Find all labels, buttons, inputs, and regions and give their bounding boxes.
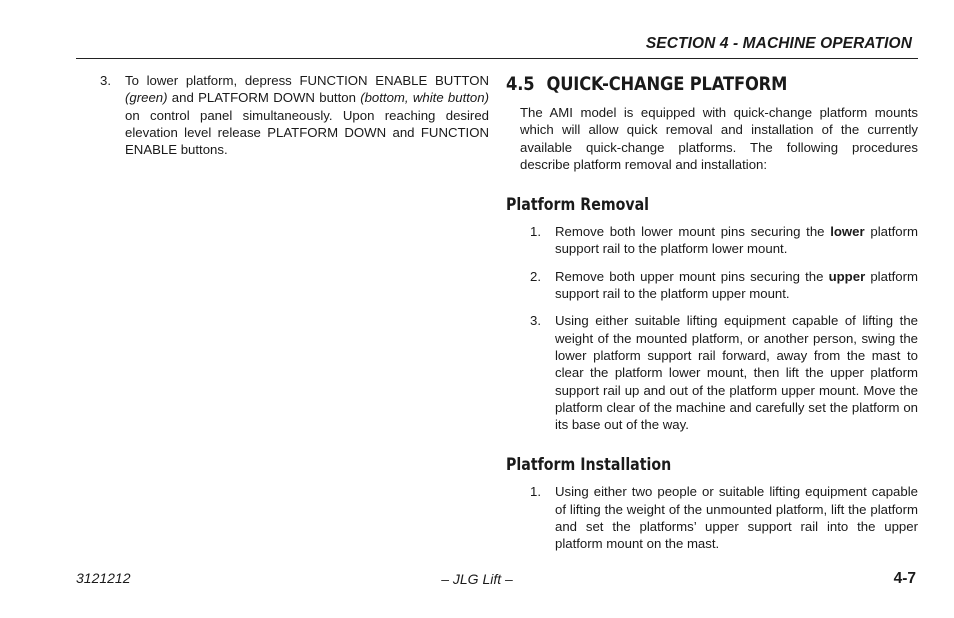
list-number: 1. <box>530 484 541 500</box>
list-number: 1. <box>530 224 541 240</box>
item-text: Using either suitable lifting equipment capable of lifting the weight of the mounted platform, or another person, swing the lower platform support rail forward, away from the mast to clear the platform lower mount, then lift the upper platform support rail up and out of the platform upper mount. Move the platform clear of the machine and carefully set the platform on its base out of the way. <box>555 313 918 433</box>
list-number: 3. <box>530 313 541 329</box>
item-text-bold: lower <box>830 224 865 240</box>
list-item <box>530 483 918 552</box>
right-column <box>506 72 918 553</box>
list-number: 2. <box>530 268 541 284</box>
item-text: Using either two people or suitable lifting equipment capable of lifting the weight of the unmounted platform, lift the platform and set the platforms’ upper support rail into the upper platform mount on the mast. <box>555 484 918 552</box>
removal-heading: Platform Removal <box>506 195 650 215</box>
item-text: platform support rail to the platform lower mount. <box>555 224 918 257</box>
installation-list <box>530 483 918 552</box>
item-text: Remove both lower mount pins securing the <box>555 224 831 240</box>
item-text: Remove both upper mount pins securing the <box>555 268 829 284</box>
item-text: To lower platform, depress FUNCTION ENABLE BUTTON <box>125 73 489 88</box>
intro-paragraph: The AMI model is equipped with quick-change platform mounts which will allow quick removal and installation of the currently available quick-change platforms. The following procedures describe platform removal and installation: <box>520 105 918 172</box>
item-text-italic: (green) <box>125 90 168 106</box>
removal-list <box>530 223 918 433</box>
installation-heading: Platform Installation <box>506 455 672 475</box>
section-heading <box>506 72 860 96</box>
item-text: platform support rail to the platform upper mount. <box>555 268 918 302</box>
header-divider <box>76 58 918 59</box>
footer-doc-number: 3121212 <box>76 570 131 586</box>
item-text: and PLATFORM DOWN button <box>167 90 361 106</box>
section-number: 4.5 <box>506 73 535 95</box>
item-text: on control panel simultaneously. Upon reaching desired elevation level release PLATFORM DOWN and FUNCTION ENABLE buttons. <box>125 107 489 158</box>
section-header: SECTION 4 - MACHINE OPERATION <box>645 35 912 52</box>
footer-page-number: 4-7 <box>893 570 916 587</box>
left-column <box>100 72 489 158</box>
list-item-lower-platform <box>100 72 489 158</box>
item-text-italic: (bottom, white button) <box>360 90 489 106</box>
list-item <box>530 312 918 433</box>
footer-center-text: – JLG Lift – <box>441 571 513 587</box>
list-item <box>530 268 918 303</box>
item-text-bold: upper <box>828 268 866 284</box>
list-number: 3. <box>100 73 111 88</box>
section-title: QUICK-CHANGE PLATFORM <box>546 73 788 95</box>
list-item <box>530 223 918 258</box>
